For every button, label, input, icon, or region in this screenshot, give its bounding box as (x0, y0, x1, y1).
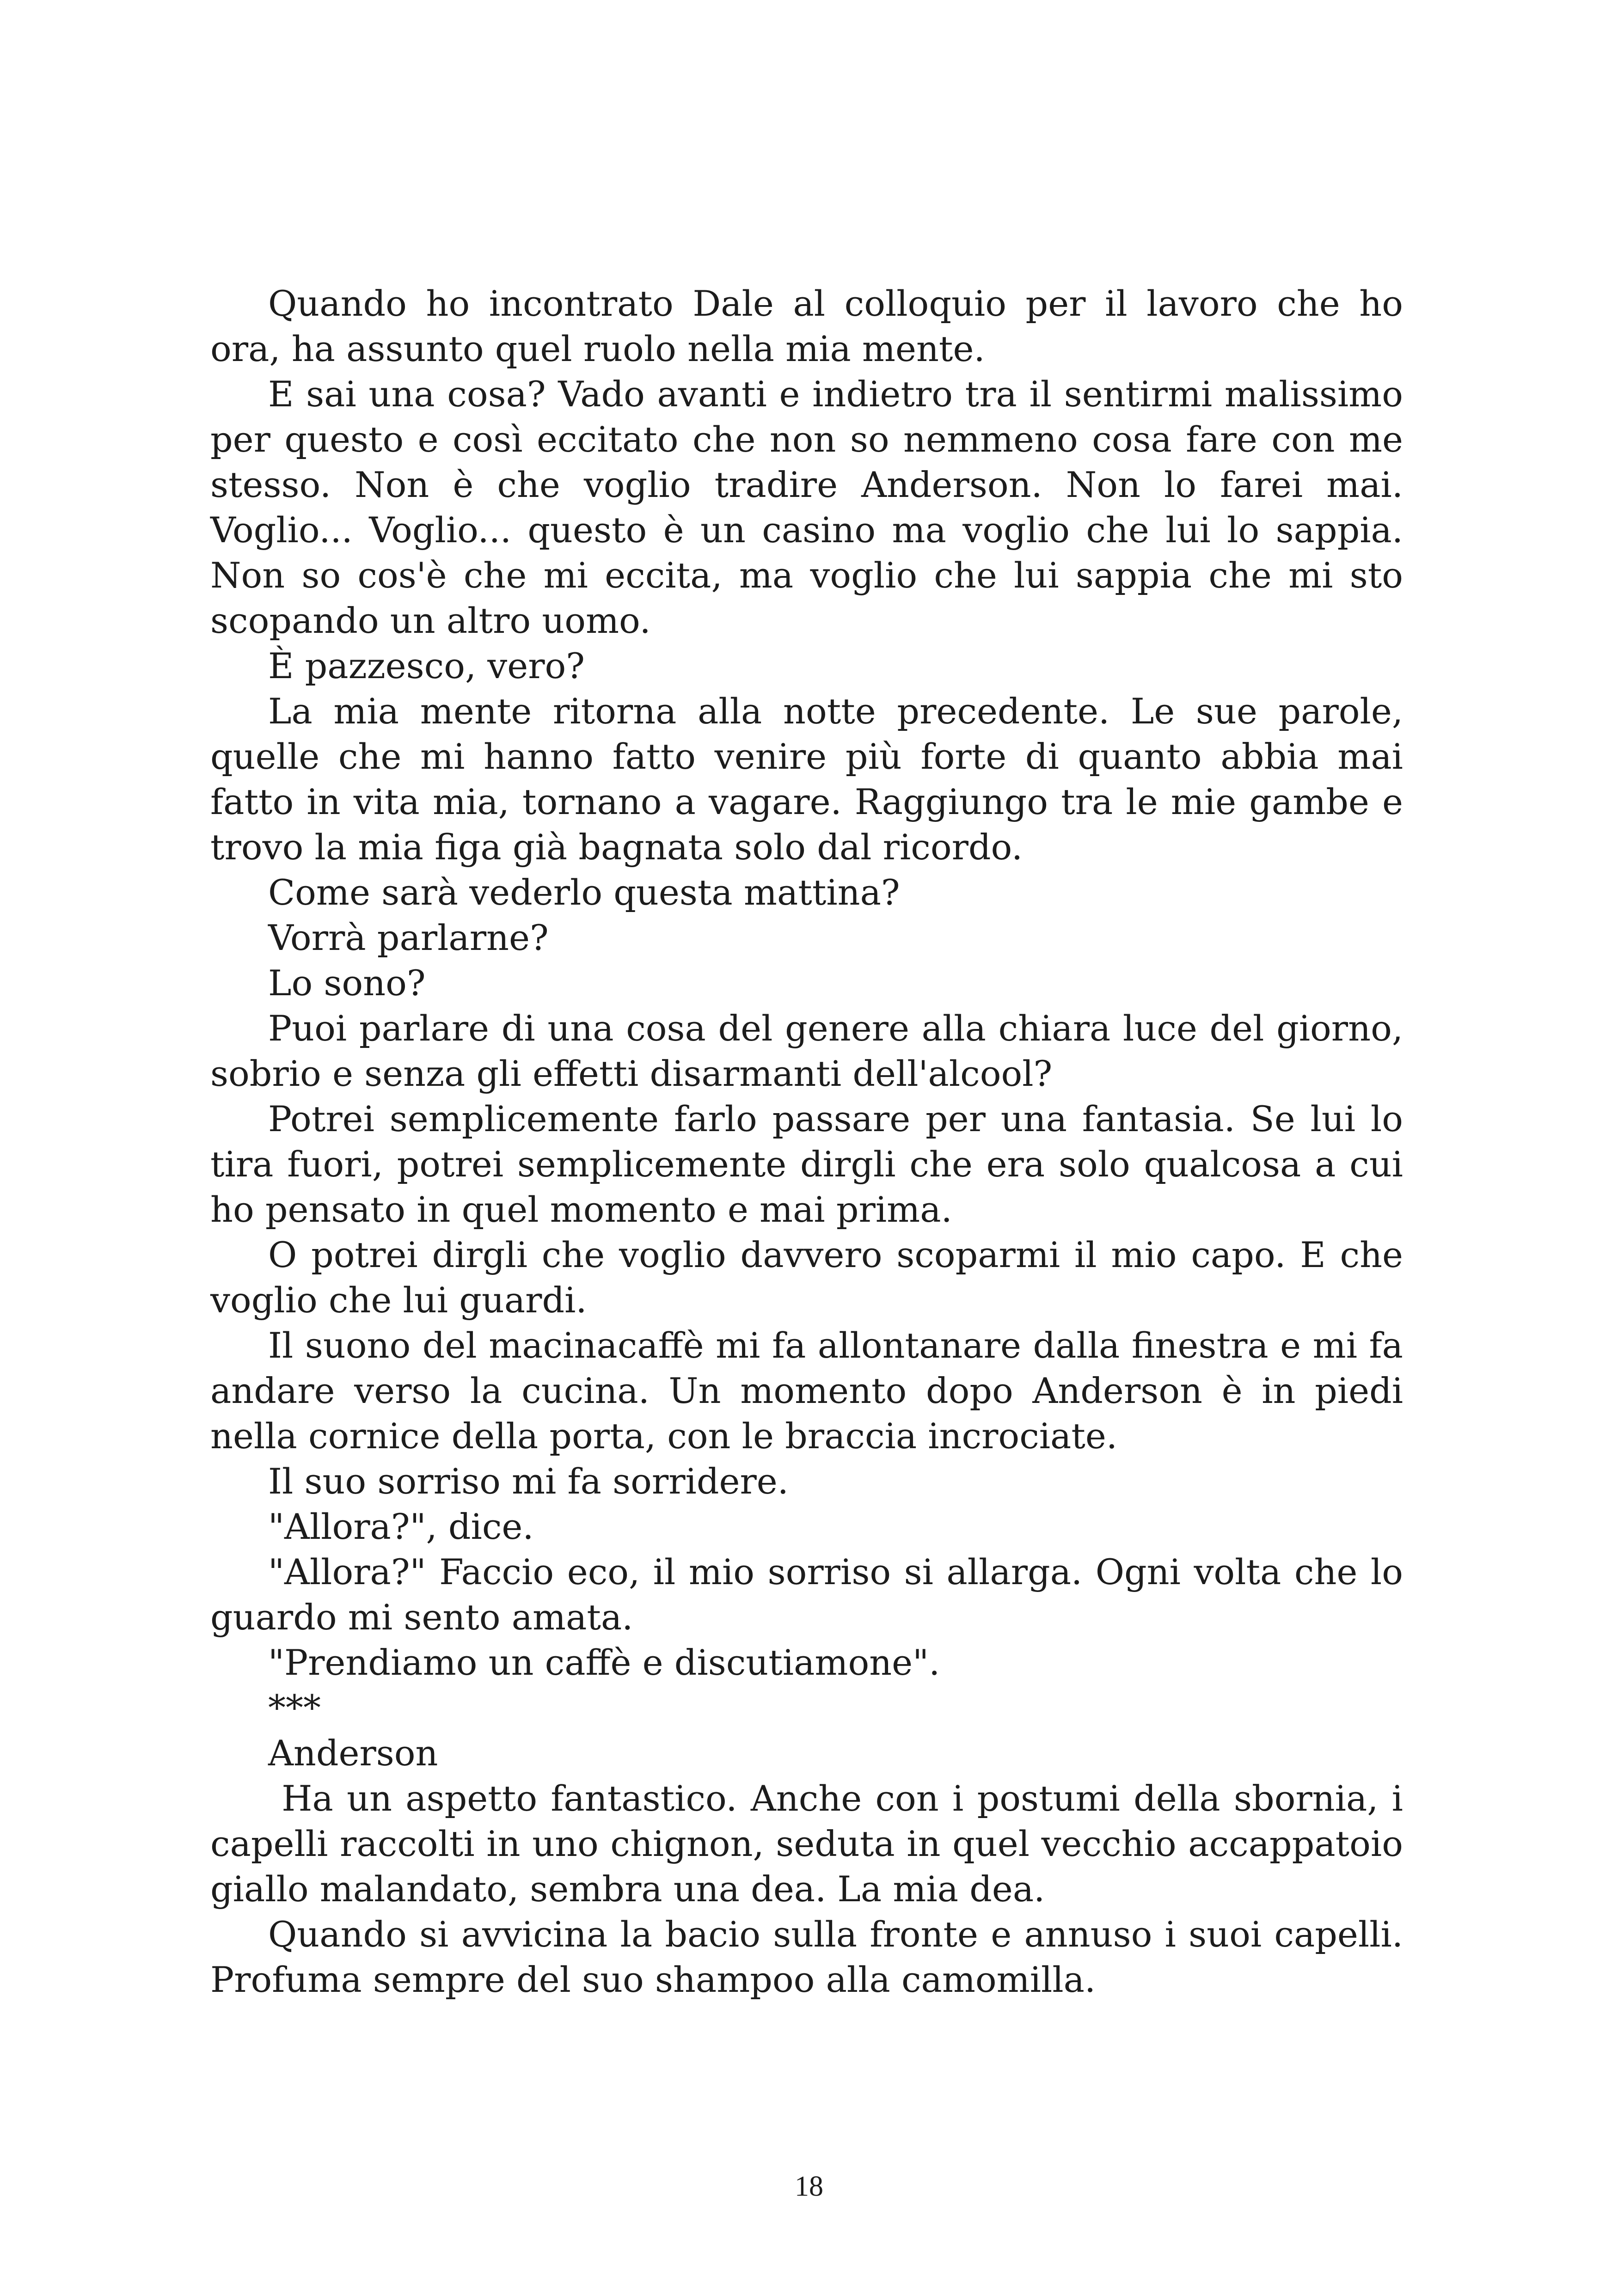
paragraph-11: Il suono del macinacaffè mi fa allontanare dalla finestra e mi fa andare verso la cucina. Un momento dopo Anderson è in piedi nella cornice della porta, con le braccia incrociate. (210, 1325, 1403, 1457)
paragraph-6: Vorrà parlarne? (268, 917, 549, 958)
paragraph-18: Ha un aspetto fantastico. Anche con i postumi della sbornia, i capelli raccolti in uno chignon, seduta in quel vecchio accappatoio giallo malandato, sembra una dea. La mia dea. (210, 1778, 1415, 1910)
paragraph-14: "Allora?" Faccio eco, il mio sorriso si allarga. Ogni volta che lo guardo mi sento amata. (210, 1551, 1403, 1638)
paragraph-2: E sai una cosa? Vado avanti e indietro tra il sentirmi malissimo per questo e così eccitato che non so nemmeno cosa fare con me stesso. Non è che voglio tradire Anderson. Non lo farei mai. Voglio... Voglio... questo è un casino ma voglio che lui lo sappia. Non so cos'è che mi eccita, ma voglio che lui sappia che mi sto scopando un altro uomo. (210, 373, 1403, 641)
section-heading: Anderson (268, 1733, 438, 1774)
paragraph-15: "Prendiamo un caffè e discutiamone". (268, 1642, 940, 1683)
paragraph-9: Potrei semplicemente farlo passare per una fantasia. Se lui lo tira fuori, potrei semplicemente dirgli che era solo qualcosa a cui ho pensato in quel momento e mai prima. (210, 1098, 1403, 1230)
paragraph-3: È pazzesco, vero? (268, 645, 585, 686)
paragraph-12: Il suo sorriso mi fa sorridere. (268, 1461, 789, 1502)
paragraph-10: O potrei dirgli che voglio davvero scoparmi il mio capo. E che voglio che lui guardi. (210, 1234, 1403, 1321)
paragraph-7: Lo sono? (268, 962, 426, 1004)
paragraph-4: La mia mente ritorna alla notte precedente. Le sue parole, quelle che mi hanno fatto venire più forte di quanto abbia mai fatto in vita mia, tornano a vagare. Raggiungo tra le mie gambe e trovo la mia figa già bagnata solo dal ricordo. (210, 691, 1403, 868)
page-number: 18 (795, 2171, 823, 2202)
paragraph-1: Quando ho incontrato Dale al colloquio per il lavoro che ho ora, ha assunto quel ruolo nella mia mente. (210, 283, 1403, 369)
paragraph-8: Puoi parlare di una cosa del genere alla chiara luce del giorno, sobrio e senza gli effetti disarmanti dell'alcool? (210, 1008, 1403, 1094)
paragraph-19: Quando si avvicina la bacio sulla fronte e annuso i suoi capelli. Profuma sempre del suo shampoo alla camomilla. (210, 1914, 1403, 2000)
paragraph-13: "Allora?", dice. (268, 1506, 534, 1547)
paragraph-5: Come sarà vederlo questa mattina? (268, 872, 900, 913)
body-text (210, 281, 1415, 2002)
scene-break: *** (268, 1687, 321, 1728)
